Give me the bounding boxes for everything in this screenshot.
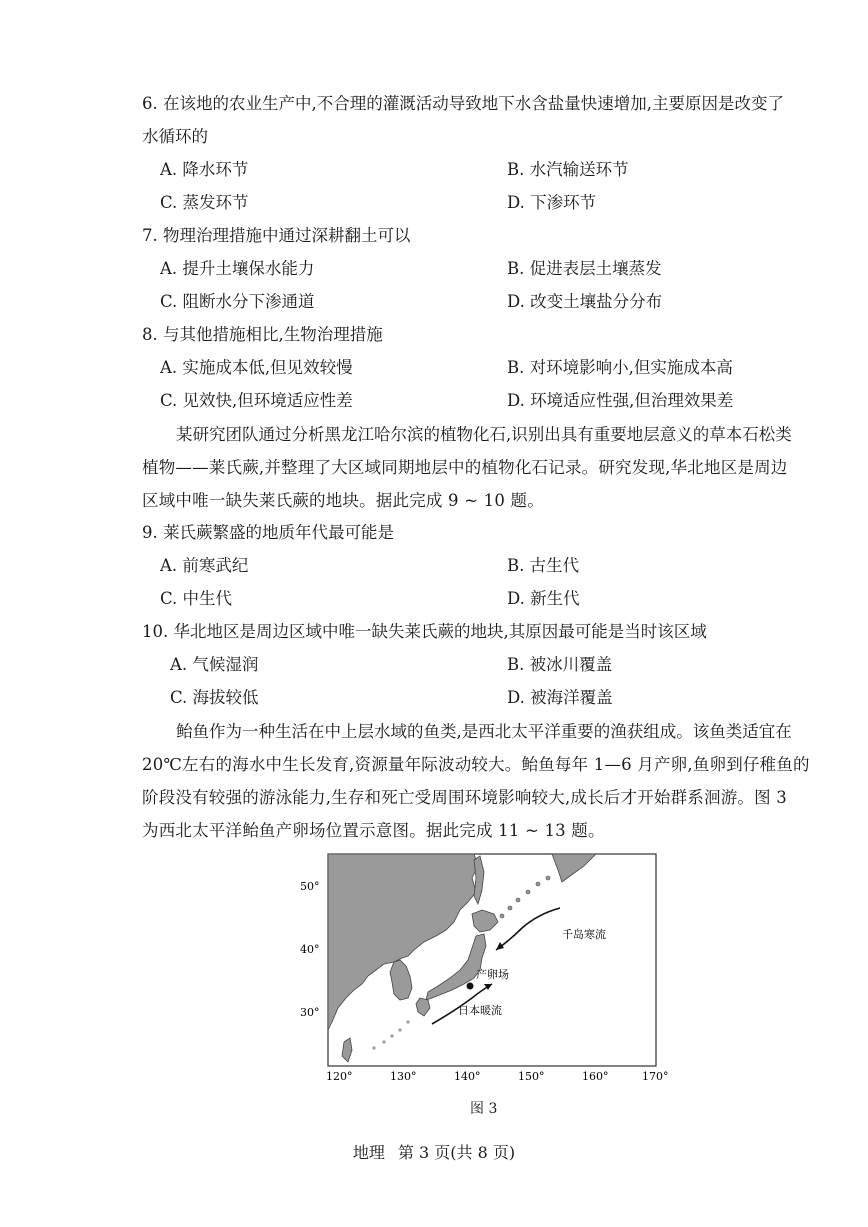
page-footer — [0, 1140, 868, 1163]
lon-label-160: 160° — [582, 1070, 609, 1083]
q7-option-a[interactable]: A. 提升土壤保水能力 — [160, 259, 315, 278]
q10-option-d[interactable]: D. 被海洋覆盖 — [507, 688, 613, 707]
q10-option-c[interactable]: C. 海拔较低 — [170, 688, 259, 707]
q8-stem: 8. 与其他措施相比,生物治理措施 — [142, 325, 383, 344]
q6-stem-line1: 6. 在该地的农业生产中,不合理的灌溉活动导致地下水含盐量快速增加,主要原因是改变了 — [142, 94, 784, 113]
lon-label-120: 120° — [326, 1070, 353, 1083]
passage2-line4: 为西北太平洋鲐鱼产卵场位置示意图。据此完成 11 ~ 13 题。 — [142, 821, 605, 840]
q6-stem-line2: 水循环的 — [142, 127, 208, 146]
lat-label-40: 40° — [300, 943, 320, 956]
passage2-line2: 20℃左右的海水中生长发育,资源量年际波动较大。鲐鱼每年 1—6 月产卵,鱼卵到仔稚鱼的 — [142, 755, 810, 774]
q8-option-c[interactable]: C. 见效快,但环境适应性差 — [160, 391, 353, 410]
spawning-ground-marker — [467, 983, 474, 990]
passage1-line1: 某研究团队通过分析黑龙江哈尔滨的植物化石,识别出具有重要地层意义的草本石松类 — [176, 425, 792, 444]
q9-option-a[interactable]: A. 前寒武纪 — [160, 556, 249, 575]
q10-stem: 10. 华北地区是周边区域中唯一缺失莱氏蕨的地块,其原因最可能是当时该区域 — [142, 622, 707, 641]
passage2-line3: 阶段没有较强的游泳能力,生存和死亡受周围环境影响较大,成长后才开始群系洄游。图 3 — [142, 788, 787, 807]
lat-label-30: 30° — [300, 1006, 320, 1019]
label-spawning-ground: 产卵场 — [476, 968, 509, 981]
lon-label-130: 130° — [390, 1070, 417, 1083]
lon-label-150: 150° — [518, 1070, 545, 1083]
passage1-line2: 植物——莱氏蕨,并整理了大区域同期地层中的植物化石记录。研究发现,华北地区是周边 — [142, 458, 788, 477]
label-kuroshio-current: 日本暖流 — [458, 1004, 502, 1017]
q7-option-d[interactable]: D. 改变土壤盐分分布 — [507, 292, 663, 311]
q6-option-b[interactable]: B. 水汽输送环节 — [507, 160, 629, 179]
lat-label-50: 50° — [300, 880, 320, 893]
q9-option-c[interactable]: C. 中生代 — [160, 589, 233, 608]
q9-option-b[interactable]: B. 古生代 — [507, 556, 580, 575]
q7-option-b[interactable]: B. 促进表层土壤蒸发 — [507, 259, 662, 278]
q8-option-b[interactable]: B. 对环境影响小,但实施成本高 — [507, 358, 733, 377]
q7-option-c[interactable]: C. 阻断水分下渗通道 — [160, 292, 315, 311]
label-kuril-current: 千岛寒流 — [562, 928, 606, 941]
footer-subject: 地理 — [352, 1143, 385, 1162]
figure-3-map — [296, 852, 686, 1088]
figure-caption: 图 3 — [470, 1101, 498, 1117]
passage1-line3: 区域中唯一缺失莱氏蕨的地块。据此完成 9 ~ 10 题。 — [142, 491, 544, 510]
q6-option-a[interactable]: A. 降水环节 — [160, 160, 249, 179]
q7-stem: 7. 物理治理措施中通过深耕翻土可以 — [142, 226, 411, 245]
q10-option-b[interactable]: B. 被冰川覆盖 — [507, 655, 613, 674]
q8-option-d[interactable]: D. 环境适应性强,但治理效果差 — [507, 391, 734, 410]
q10-option-a[interactable]: A. 气候湿润 — [170, 655, 259, 674]
lon-label-140: 140° — [454, 1070, 481, 1083]
footer-page-number: 第 3 页(共 8 页) — [397, 1143, 516, 1162]
q6-option-d[interactable]: D. 下渗环节 — [507, 193, 597, 212]
q6-option-c[interactable]: C. 蒸发环节 — [160, 193, 249, 212]
lon-label-170: 170° — [642, 1070, 669, 1083]
q8-option-a[interactable]: A. 实施成本低,但见效较慢 — [160, 358, 353, 377]
q9-option-d[interactable]: D. 新生代 — [507, 589, 580, 608]
q9-stem: 9. 莱氏蕨繁盛的地质年代最可能是 — [142, 523, 394, 542]
passage2-line1: 鲐鱼作为一种生活在中上层水域的鱼类,是西北太平洋重要的渔获组成。该鱼类适宜在 — [176, 722, 792, 741]
